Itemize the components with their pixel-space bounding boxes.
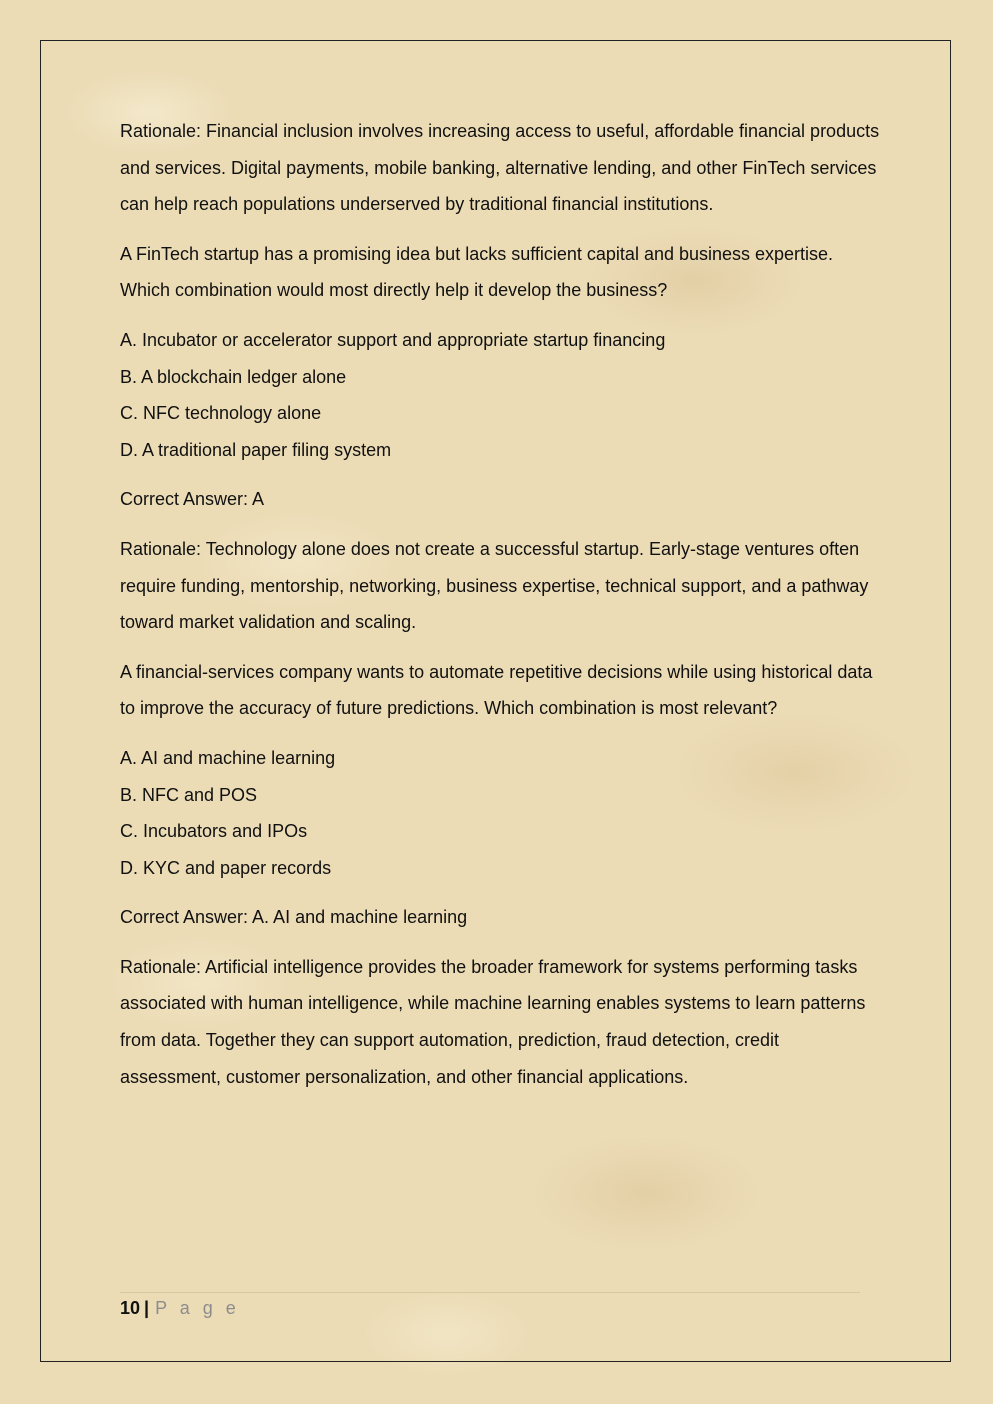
paragraph: A financial-services company wants to automate repetitive decisions while using historical data to improve the accuracy of future predictions. Which combination is most relevant?	[120, 661, 873, 719]
answer-option: A. AI and machine learning	[120, 747, 336, 768]
answer-option: D. KYC and paper records	[120, 857, 332, 878]
answer-option: C. NFC technology alone	[120, 403, 322, 424]
answer-option: B. NFC and POS	[120, 784, 258, 805]
answer-option: B. A blockchain ledger alone	[120, 366, 347, 387]
answer-options	[120, 740, 880, 886]
paragraph: A FinTech startup has a promising idea but lacks sufficient capital and business expertise. Which combination would most directly help it develop the business?	[120, 243, 834, 301]
document-body	[120, 113, 880, 1108]
answer-option: A. Incubator or accelerator support and appropriate startup financing	[120, 329, 666, 350]
footer-divider	[120, 1292, 860, 1293]
paragraph: Correct Answer: A	[120, 489, 265, 510]
paragraph: Rationale: Technology alone does not create a successful startup. Early-stage ventures often require funding, mentorship, networking, business expertise, technical support, and a pathway toward market validation and scaling.	[120, 538, 869, 633]
paragraph: Rationale: Artificial intelligence provides the broader framework for systems performing tasks associated with human intelligence, while machine learning enables systems to learn patterns from data. Together they can support automation, prediction, fraud detection, credit assessment, customer personalization, and other financial applications.	[120, 956, 866, 1087]
answer-options	[120, 322, 880, 468]
page-number: 10	[120, 1298, 141, 1318]
page-label: P a g e	[155, 1298, 240, 1318]
answer-option: D. A traditional paper filing system	[120, 439, 392, 460]
footer-separator: |	[144, 1298, 150, 1318]
page-footer	[120, 1296, 240, 1320]
answer-option: C. Incubators and IPOs	[120, 821, 308, 842]
paragraph: Correct Answer: A. AI and machine learning	[120, 907, 468, 928]
paragraph: Rationale: Financial inclusion involves increasing access to useful, affordable financial products and services. Digital payments, mobile banking, alternative lending, and other FinTech services can help reach populations underserved by traditional financial institutions.	[120, 121, 880, 215]
